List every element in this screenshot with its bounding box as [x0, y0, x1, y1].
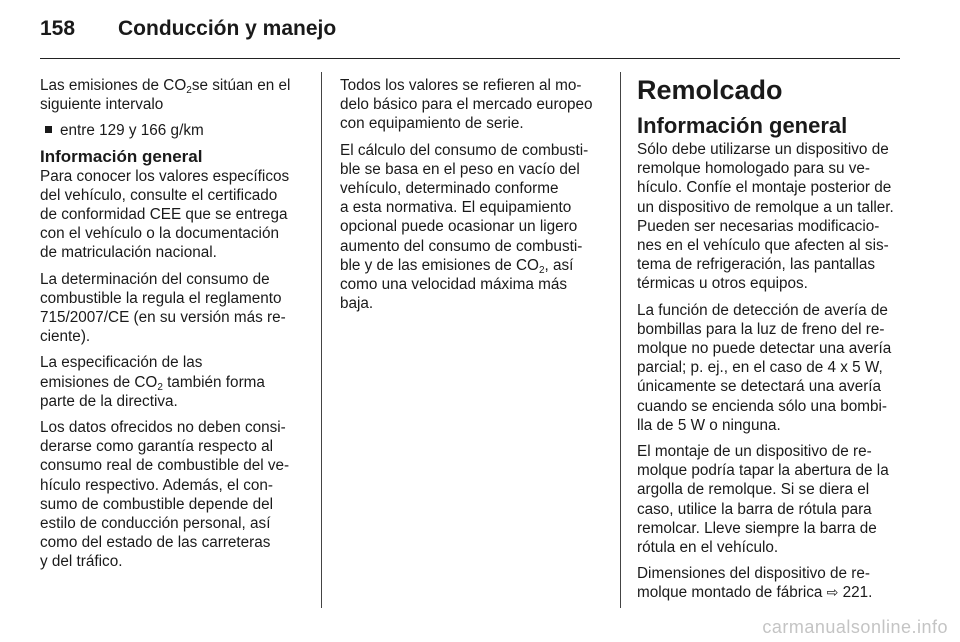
text-line: ble y de las emisiones de CO — [340, 256, 539, 274]
text-line: de conformidad CEE que se entrega — [40, 206, 288, 224]
section-heading: Información general — [40, 146, 203, 166]
paragraph — [637, 140, 903, 294]
text-line: hículo respectivo. Además, el con- — [40, 476, 273, 494]
column-2 — [340, 76, 615, 320]
text-line: a esta normativa. El equipamiento — [340, 199, 572, 217]
page-reference-link[interactable]: 221. — [842, 584, 873, 602]
text-line: Pueden ser necesarias modificacio- — [637, 217, 880, 235]
bullet-text: entre 129 y 166 g/km — [60, 122, 204, 140]
text-line: también forma — [162, 373, 265, 391]
text-line: El montaje de un dispositivo de re- — [637, 443, 872, 461]
text-line: 715/2007/CE (en su versión más re- — [40, 309, 286, 327]
text-line: Sólo debe utilizarse un dispositivo de — [637, 141, 889, 158]
text-line: baja. — [340, 295, 374, 313]
text-line: argolla de remolque. Si se diera el — [637, 481, 870, 499]
text-line: molque no puede detectar una avería — [637, 340, 892, 358]
text-line: bombillas para la luz de freno del re- — [637, 320, 885, 338]
chapter-title: Conducción y manejo — [118, 17, 337, 40]
text-line: delo básico para el mercado europeo — [340, 96, 593, 114]
paragraph — [637, 442, 903, 557]
text-line: Todos los valores se refieren al mo- — [340, 77, 582, 94]
intro-text: siguiente intervalo — [40, 96, 164, 114]
paragraph — [340, 141, 615, 314]
text-line: como del estado de las carreteras — [40, 534, 271, 552]
text-line: lla de 5 W o ninguna. — [637, 416, 781, 434]
text-line: cuando se encienda sólo una bombi- — [637, 397, 888, 415]
text-line: aumento del consumo de combusti- — [340, 237, 583, 255]
paragraph — [40, 270, 310, 347]
text-line: , así — [544, 256, 574, 274]
column-3 — [637, 76, 903, 610]
text-line: ble se basa en el peso en vacío del — [340, 160, 580, 178]
text-line: de matriculación nacional. — [40, 244, 217, 262]
text-line: molque montado de fábrica — [637, 584, 823, 602]
text-line: vehículo, determinado conforme — [340, 180, 559, 198]
text-line: emisiones de CO — [40, 373, 158, 391]
paragraph — [637, 564, 903, 602]
page-number: 158 — [40, 17, 76, 40]
paragraph — [340, 76, 615, 134]
paragraph — [40, 418, 310, 572]
text-line: Dimensiones del dispositivo de re- — [637, 565, 870, 583]
text-line: como una velocidad máxima más — [340, 276, 568, 294]
column-divider-1 — [321, 72, 322, 608]
text-line: parcial; p. ej., en el caso de 4 x 5 W, — [637, 359, 883, 377]
paragraph — [40, 353, 310, 411]
square-bullet-icon — [45, 126, 52, 133]
text-line: La determinación del consumo de — [40, 270, 270, 288]
text-line: La función de detección de avería de — [637, 301, 888, 319]
text-line: ciente). — [40, 328, 91, 346]
co2-subscript: 2 — [186, 85, 192, 96]
text-line: sumo de combustible depende del — [40, 495, 274, 513]
co2-subscript: 2 — [538, 264, 545, 276]
text-line: Los datos ofrecidos no deben consi- — [40, 419, 286, 437]
text-line: estilo de conducción personal, así — [40, 515, 271, 533]
section-title: Remolcado — [637, 75, 783, 105]
paragraph — [637, 301, 903, 435]
emissions-range-bullet — [40, 121, 310, 140]
text-line: térmicas u otros equipos. — [637, 275, 808, 293]
text-line: consumo real de combustible del ve- — [40, 457, 290, 475]
text-line: remolque homologado para su ve- — [637, 160, 870, 178]
page-header — [0, 0, 960, 62]
intro-text: Las emisiones de CO — [40, 77, 187, 94]
text-line: opcional puede ocasionar un ligero — [340, 218, 578, 236]
text-line: remolcar. Lleve siempre la barra de — [637, 519, 877, 537]
text-line: caso, utilice la barra de rótula para — [637, 500, 872, 518]
co2-subscript: 2 — [157, 381, 163, 393]
text-line: únicamente se detectará una avería — [637, 378, 882, 396]
text-line: derarse como garantía respecto al — [40, 438, 273, 456]
text-line: y del tráfico. — [40, 553, 123, 571]
text-line: La especificación de las — [40, 354, 203, 372]
text-line: parte de la directiva. — [40, 392, 178, 410]
subsection-title: Información general — [637, 113, 848, 138]
column-divider-2 — [620, 72, 621, 608]
watermark: carmanualsonline.info — [762, 617, 948, 637]
paragraph — [40, 167, 310, 263]
text-line: un dispositivo de remolque a un taller. — [637, 198, 894, 216]
header-divider — [40, 58, 900, 59]
column-1 — [40, 76, 310, 579]
text-line: tema de refrigeración, las pantallas — [637, 256, 876, 274]
text-line: molque podría tapar la abertura de la — [637, 462, 889, 480]
text-line: Para conocer los valores específicos — [40, 167, 290, 185]
text-line: con equipamiento de serie. — [340, 115, 524, 133]
page-reference-arrow-icon[interactable]: ⇨ — [826, 584, 839, 601]
text-line: combustible la regula el reglamento — [40, 289, 282, 307]
text-line: del vehículo, consulte el certificado — [40, 186, 278, 204]
text-line: rótula en el vehículo. — [637, 539, 779, 557]
text-line: El cálculo del consumo de combusti- — [340, 141, 589, 159]
text-line: nes en el vehículo que afecten al sis- — [637, 237, 889, 255]
intro-text: se sitúan en el — [191, 77, 291, 94]
text-line: con el vehículo o la documentación — [40, 225, 279, 243]
text-line: hículo. Confíe el montaje posterior de — [637, 179, 892, 197]
emissions-intro — [40, 76, 310, 114]
